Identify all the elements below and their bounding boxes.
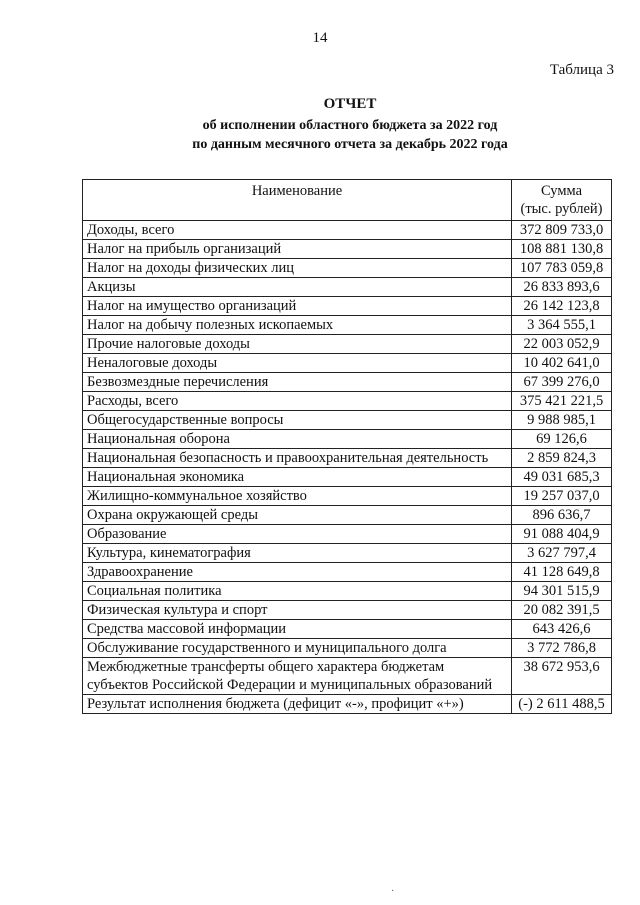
table-body bbox=[83, 221, 612, 714]
row-sum: 22 003 052,9 bbox=[512, 335, 612, 354]
row-name: Акцизы bbox=[83, 278, 512, 297]
row-name: Результат исполнения бюджета (дефицит «-», профицит «+») bbox=[83, 695, 512, 714]
row-sum: 91 088 404,9 bbox=[512, 525, 612, 544]
row-name: Здравоохранение bbox=[83, 563, 512, 582]
scan-mark: · bbox=[391, 886, 395, 897]
table-row bbox=[83, 544, 612, 563]
row-name: Образование bbox=[83, 525, 512, 544]
row-sum: 38 672 953,6 bbox=[512, 658, 612, 695]
table-row bbox=[83, 316, 612, 335]
table-row bbox=[83, 639, 612, 658]
table-row bbox=[83, 468, 612, 487]
row-sum: 643 426,6 bbox=[512, 620, 612, 639]
table-label: Таблица 3 bbox=[549, 62, 614, 78]
row-sum: 9 988 985,1 bbox=[512, 411, 612, 430]
table-row bbox=[83, 335, 612, 354]
row-name: Доходы, всего bbox=[83, 221, 512, 240]
row-sum: 26 142 123,8 bbox=[512, 297, 612, 316]
row-name: Физическая культура и спорт bbox=[83, 601, 512, 620]
row-name: Безвозмездные перечисления bbox=[83, 373, 512, 392]
row-sum: 375 421 221,5 bbox=[512, 392, 612, 411]
row-name: Национальная оборона bbox=[83, 430, 512, 449]
row-name: Общегосударственные вопросы bbox=[83, 411, 512, 430]
table-header-row bbox=[83, 180, 612, 221]
table-row bbox=[83, 392, 612, 411]
header-sum-line-1: Сумма bbox=[540, 183, 583, 199]
row-sum: 69 126,6 bbox=[512, 430, 612, 449]
header-name: Наименование bbox=[83, 180, 512, 221]
row-sum: 372 809 733,0 bbox=[512, 221, 612, 240]
row-sum: 3 772 786,8 bbox=[512, 639, 612, 658]
row-sum: 94 301 515,9 bbox=[512, 582, 612, 601]
row-sum: 26 833 893,6 bbox=[512, 278, 612, 297]
table-row bbox=[83, 297, 612, 316]
row-sum: 2 859 824,3 bbox=[512, 449, 612, 468]
row-name: Прочие налоговые доходы bbox=[83, 335, 512, 354]
row-sum: 19 257 037,0 bbox=[512, 487, 612, 506]
row-name: Национальная экономика bbox=[83, 468, 512, 487]
budget-report-table bbox=[82, 179, 612, 714]
row-sum: 108 881 130,8 bbox=[512, 240, 612, 259]
row-sum: 3 627 797,4 bbox=[512, 544, 612, 563]
row-name: Неналоговые доходы bbox=[83, 354, 512, 373]
table-row bbox=[83, 487, 612, 506]
row-name: Жилищно-коммунальное хозяйство bbox=[83, 487, 512, 506]
page-number: 14 bbox=[312, 30, 328, 46]
row-sum: 49 031 685,3 bbox=[512, 468, 612, 487]
row-name: Социальная политика bbox=[83, 582, 512, 601]
table-row bbox=[83, 240, 612, 259]
row-sum: 41 128 649,8 bbox=[512, 563, 612, 582]
row-sum: (-) 2 611 488,5 bbox=[512, 695, 612, 714]
row-sum: 3 364 555,1 bbox=[512, 316, 612, 335]
row-name: Налог на имущество организаций bbox=[83, 297, 512, 316]
row-sum: 20 082 391,5 bbox=[512, 601, 612, 620]
row-name: Налог на прибыль организаций bbox=[83, 240, 512, 259]
table-row bbox=[83, 411, 612, 430]
table-row bbox=[83, 525, 612, 544]
row-name: Средства массовой информации bbox=[83, 620, 512, 639]
row-name: Расходы, всего bbox=[83, 392, 512, 411]
table-row bbox=[83, 582, 612, 601]
row-name: Национальная безопасность и правоохранительная деятельность bbox=[83, 449, 512, 468]
row-sum: 107 783 059,8 bbox=[512, 259, 612, 278]
row-name: Охрана окружающей среды bbox=[83, 506, 512, 525]
table-row bbox=[83, 563, 612, 582]
table-row bbox=[83, 695, 612, 714]
header-sum bbox=[512, 180, 612, 221]
title-line-1: об исполнении областного бюджета за 2022 год bbox=[202, 118, 498, 133]
table-row bbox=[83, 658, 612, 695]
table-row bbox=[83, 221, 612, 240]
table-row bbox=[83, 620, 612, 639]
report-title bbox=[0, 96, 640, 154]
table-row bbox=[83, 278, 612, 297]
row-sum: 10 402 641,0 bbox=[512, 354, 612, 373]
table-row bbox=[83, 354, 612, 373]
row-name: Культура, кинематография bbox=[83, 544, 512, 563]
title-main: ОТЧЕТ bbox=[323, 96, 377, 112]
table-row bbox=[83, 373, 612, 392]
header-sum-line-2: (тыс. рублей) bbox=[520, 201, 603, 217]
row-sum: 896 636,7 bbox=[512, 506, 612, 525]
table-row bbox=[83, 259, 612, 278]
table-row bbox=[83, 430, 612, 449]
row-name: Налог на добычу полезных ископаемых bbox=[83, 316, 512, 335]
title-line-2: по данным месячного отчета за декабрь 2022 года bbox=[192, 137, 508, 152]
row-name: Налог на доходы физических лиц bbox=[83, 259, 512, 278]
table-row bbox=[83, 506, 612, 525]
table-row bbox=[83, 449, 612, 468]
row-name: Обслуживание государственного и муниципального долга bbox=[83, 639, 512, 658]
row-name: Межбюджетные трансферты общего характера бюджетам субъектов Российской Федерации и муниципальных образований bbox=[83, 658, 512, 695]
row-sum: 67 399 276,0 bbox=[512, 373, 612, 392]
table-row bbox=[83, 601, 612, 620]
